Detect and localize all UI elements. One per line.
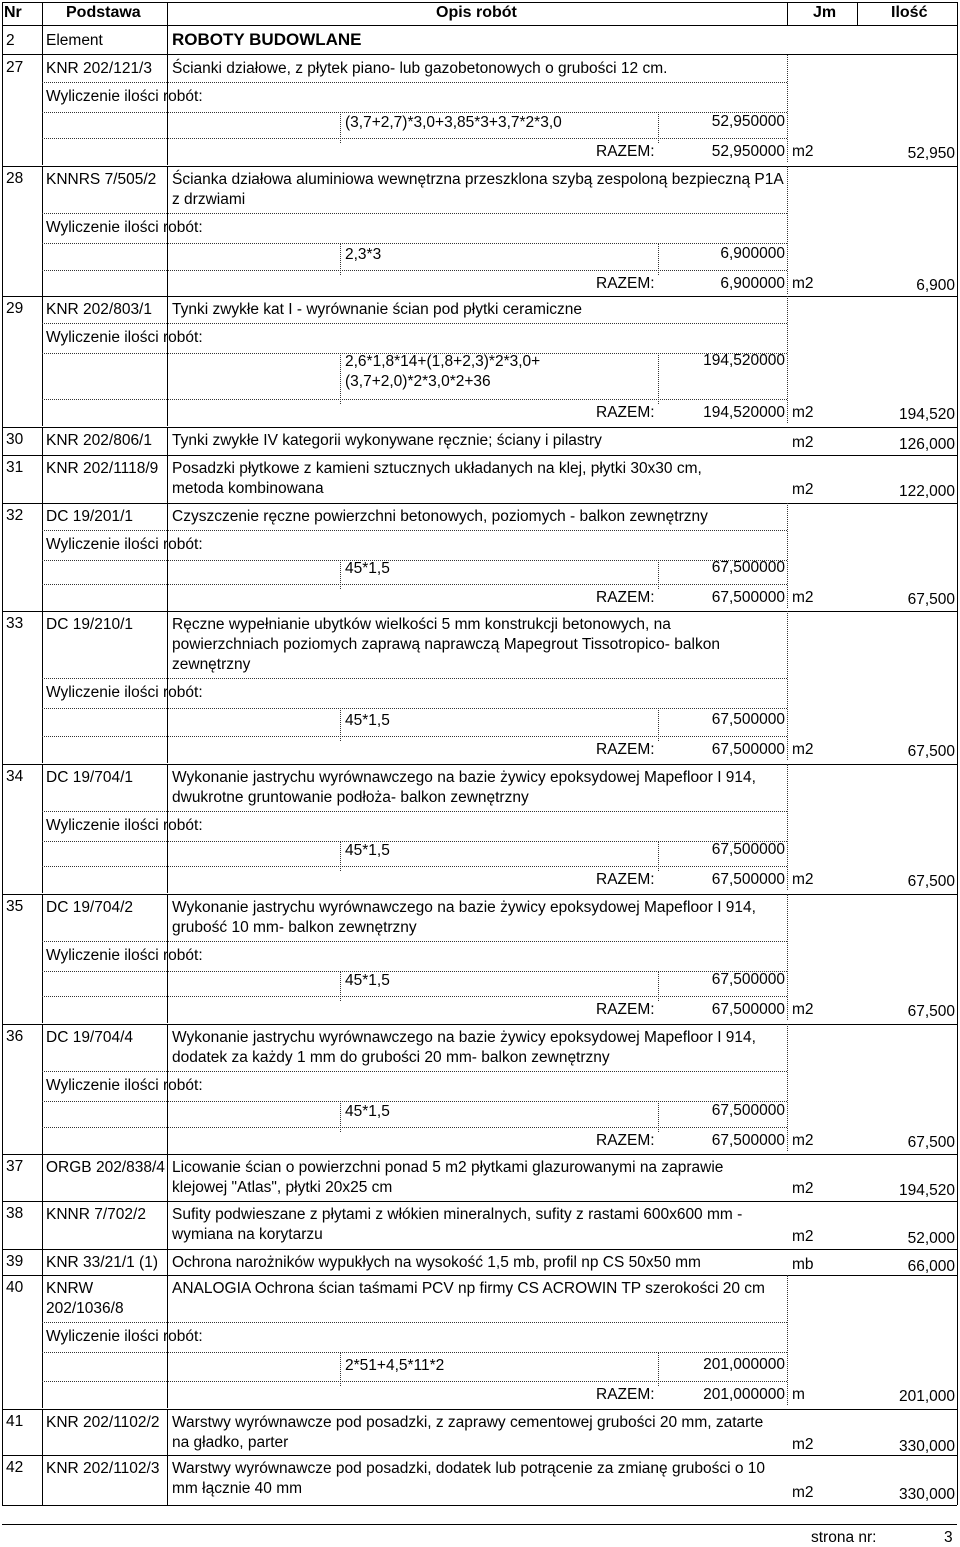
wyliczenie-label: Wyliczenie ilości robót: <box>46 817 203 834</box>
item-jm: m <box>792 1386 805 1403</box>
item-jm: m2 <box>792 589 814 606</box>
item-description: Wykonanie jastrychu wyrównawczego na bazie żywicy epoksydowej Mapefloor I 914, dodatek za każdy 1 mm do grubości 20 mm- balkon zewnętrzny <box>172 1029 756 1066</box>
row-separator <box>2 1249 957 1250</box>
column-divider <box>167 427 168 456</box>
dotted-divider <box>787 611 788 760</box>
footer-page-number: 3 <box>944 1529 953 1546</box>
formula-value: 201,000000 <box>703 1356 785 1373</box>
razem-value: 67,500000 <box>711 741 785 758</box>
item-jm: m2 <box>792 1001 814 1018</box>
wyliczenie-label: Wyliczenie ilości robót: <box>46 88 203 105</box>
item-jm: m2 <box>792 275 814 292</box>
row-separator <box>2 54 957 55</box>
razem-value: 6,900000 <box>720 275 785 292</box>
razem-label: RAZEM: <box>596 275 655 292</box>
item-nr: 35 <box>6 898 24 915</box>
formula-value: 67,500000 <box>711 1102 785 1119</box>
footer-page-label: strona nr: <box>811 1529 877 1546</box>
dotted-separator <box>42 708 787 709</box>
header-ilosc: Ilość <box>891 4 928 21</box>
item-ilosc: 330,000 <box>898 1486 955 1503</box>
row-separator <box>2 611 957 612</box>
item-podstawa: DC 19/201/1 <box>46 508 134 525</box>
item-nr: 30 <box>6 431 24 448</box>
item-jm: m2 <box>792 404 814 421</box>
column-divider <box>42 455 43 504</box>
row-separator <box>2 296 957 297</box>
row-separator <box>2 764 957 765</box>
column-divider <box>42 1275 43 1408</box>
table-left-border <box>2 2 3 1505</box>
header-divider <box>787 2 788 25</box>
row-separator <box>2 894 957 895</box>
row-separator <box>2 1024 957 1025</box>
item-jm: m2 <box>792 871 814 888</box>
formula-value: 194,520000 <box>703 352 785 369</box>
item-description: Ścianki działowe, z płytek piano- lub gazobetonowych o grubości 12 cm. <box>172 60 668 77</box>
item-podstawa: KNR 202/1102/3 <box>46 1460 160 1477</box>
dotted-separator <box>42 1322 787 1323</box>
dotted-separator <box>42 584 787 585</box>
item-nr: 34 <box>6 768 24 785</box>
column-divider <box>42 25 43 54</box>
razem-value: 67,500000 <box>711 1132 785 1149</box>
column-divider <box>42 55 43 165</box>
item-nr: 32 <box>6 507 24 524</box>
item-podstawa: KNR 202/803/1 <box>46 301 152 318</box>
item-jm: mb <box>792 1256 814 1273</box>
formula: 45*1,5 <box>345 712 390 729</box>
wyliczenie-label: Wyliczenie ilości robót: <box>46 1077 203 1094</box>
formula-value: 52,950000 <box>711 113 785 130</box>
dotted-separator <box>42 941 787 942</box>
dotted-separator <box>42 996 787 997</box>
item-jm: m2 <box>792 1228 814 1245</box>
header-opis: Opis robót <box>436 4 517 21</box>
item-description: Czyszczenie ręczne powierzchni betonowych, poziomych - balkon zewnętrzny <box>172 508 708 525</box>
dotted-divider <box>658 353 659 404</box>
razem-label: RAZEM: <box>596 404 655 421</box>
item-ilosc: 201,000 <box>898 1388 955 1405</box>
dotted-separator <box>42 323 787 324</box>
item-podstawa: KNNR 7/702/2 <box>46 1206 146 1223</box>
razem-label: RAZEM: <box>596 1132 655 1149</box>
item-ilosc: 122,000 <box>898 483 955 500</box>
row-separator <box>2 503 957 504</box>
item-ilosc: 126,000 <box>898 436 955 453</box>
wyliczenie-label: Wyliczenie ilości robót: <box>46 219 203 236</box>
item-nr: 33 <box>6 615 24 632</box>
dotted-separator <box>42 270 787 271</box>
item-description: Ochrona narożników wypukłych na wysokość 1,5 mb, profil np CS 50x50 mm <box>172 1254 701 1271</box>
column-divider <box>42 764 43 893</box>
section-title: ROBOTY BUDOWLANE <box>172 30 362 49</box>
item-description: Sufity podwieszane z płytami z włókien mineralnych, sufity z rastami 600x600 mm - wymiana na korytarzu <box>172 1206 743 1243</box>
razem-value: 67,500000 <box>711 1001 785 1018</box>
item-nr: 27 <box>6 59 24 76</box>
item-description: Ścianka działowa aluminiowa wewnętrzna przeszklona szybą zespoloną bezpieczną P1A z drzwiami <box>172 171 783 208</box>
item-description: Tynki zwykłe IV kategorii wykonywane ręcznie; ściany i pilastry <box>172 432 602 449</box>
item-ilosc: 330,000 <box>898 1438 955 1455</box>
column-divider <box>167 25 168 54</box>
item-podstawa: KNR 202/1102/2 <box>46 1414 160 1431</box>
item-description: Warstwy wyrównawcze pod posadzki, z zaprawy cementowej grubości 20 mm, zatarte na gładko, parter <box>172 1414 764 1451</box>
table-top-border <box>2 2 957 3</box>
header-nr: Nr <box>4 4 22 21</box>
row-separator <box>2 1201 957 1202</box>
column-divider <box>167 55 168 165</box>
item-jm: m2 <box>792 1484 814 1501</box>
dotted-separator <box>42 1071 787 1072</box>
item-ilosc: 6,900 <box>916 277 955 294</box>
razem-label: RAZEM: <box>596 1386 655 1403</box>
dotted-divider <box>787 764 788 890</box>
table-bottom-border <box>2 1505 957 1506</box>
item-podstawa: KNRW 202/1036/8 <box>46 1280 124 1317</box>
footer-rule <box>2 1524 957 1525</box>
item-podstawa: DC 19/704/1 <box>46 769 134 786</box>
dotted-separator <box>42 138 787 139</box>
column-divider <box>42 894 43 1023</box>
formula: 45*1,5 <box>345 560 390 577</box>
formula: 2*51+4,5*11*2 <box>345 1357 445 1374</box>
row-separator <box>2 455 957 456</box>
item-ilosc: 67,500 <box>907 873 955 890</box>
item-podstawa: ORGB 202/838/4 <box>46 1159 165 1176</box>
item-jm: m2 <box>792 1436 814 1453</box>
item-ilosc: 52,950 <box>907 145 955 162</box>
item-jm: m2 <box>792 481 814 498</box>
item-description: Licowanie ścian o powierzchni ponad 5 m2 płytkami glazurowanymi na zaprawie klejowej "Atlas", płytki 20x25 cm <box>172 1159 724 1196</box>
razem-value: 67,500000 <box>711 589 785 606</box>
formula-value: 67,500000 <box>711 559 785 576</box>
item-ilosc: 67,500 <box>907 743 955 760</box>
item-podstawa: KNNRS 7/505/2 <box>46 171 157 188</box>
dotted-divider <box>787 894 788 1020</box>
column-divider <box>42 611 43 763</box>
dotted-divider <box>787 503 788 608</box>
column-divider <box>42 1409 43 1456</box>
item-podstawa: KNR 33/21/1 (1) <box>46 1254 158 1271</box>
wyliczenie-label: Wyliczenie ilości robót: <box>46 536 203 553</box>
dotted-separator <box>42 866 787 867</box>
dotted-divider <box>787 296 788 423</box>
item-ilosc: 67,500 <box>907 591 955 608</box>
item-podstawa: KNR 202/806/1 <box>46 432 152 449</box>
razem-label: RAZEM: <box>596 871 655 888</box>
item-description: Ręczne wypełnianie ubytków wielkości 5 mm konstrukcji betonowych, na powierzchniach poziomych zaprawą naprawczą Mapegrout Tissotropico- balkon zewnętrzny <box>172 616 720 673</box>
formula: 2,6*1,8*14+(1,8+2,3)*2*3,0+(3,7+2,0)*2*3,0*2+36 <box>345 353 541 390</box>
formula-value: 67,500000 <box>711 711 785 728</box>
razem-value: 67,500000 <box>711 871 785 888</box>
column-divider <box>42 1024 43 1154</box>
item-nr: 39 <box>6 1253 24 1270</box>
item-jm: m2 <box>792 741 814 758</box>
razem-label: RAZEM: <box>596 1001 655 1018</box>
item-ilosc: 66,000 <box>907 1258 955 1275</box>
header-bottom-border <box>2 25 957 26</box>
razem-value: 194,520000 <box>703 404 785 421</box>
formula-value: 6,900000 <box>720 245 785 262</box>
dotted-separator <box>42 678 787 679</box>
wyliczenie-label: Wyliczenie ilości robót: <box>46 684 203 701</box>
column-divider <box>42 166 43 297</box>
column-divider <box>42 1201 43 1250</box>
column-divider <box>167 1249 168 1276</box>
razem-label: RAZEM: <box>596 143 655 160</box>
dotted-divider <box>787 166 788 294</box>
item-nr: 29 <box>6 300 24 317</box>
item-description: Wykonanie jastrychu wyrównawczego na bazie żywicy epoksydowej Mapefloor I 914, dwukrotne gruntowanie podłoża- balkon zewnętrzny <box>172 769 756 806</box>
dotted-separator <box>42 213 787 214</box>
wyliczenie-label: Wyliczenie ilości robót: <box>46 329 203 346</box>
item-description: Posadzki płytkowe z kamieni sztucznych układanych na klej, płytki 30x30 cm, metoda kombinowana <box>172 460 702 497</box>
column-divider <box>42 1154 43 1202</box>
row-separator <box>2 1455 957 1456</box>
dotted-divider <box>787 1024 788 1151</box>
column-divider <box>167 1154 168 1202</box>
section-nr: 2 <box>6 32 15 49</box>
item-nr: 28 <box>6 170 24 187</box>
formula-value: 67,500000 <box>711 971 785 988</box>
column-divider <box>42 503 43 611</box>
dotted-separator <box>42 1352 787 1353</box>
item-nr: 31 <box>6 459 24 476</box>
row-separator <box>2 1154 957 1155</box>
item-podstawa: DC 19/704/4 <box>46 1029 134 1046</box>
row-separator <box>2 1409 957 1410</box>
dotted-separator <box>42 243 787 244</box>
column-divider <box>42 296 43 426</box>
row-separator <box>2 166 957 167</box>
formula: 45*1,5 <box>345 1103 390 1120</box>
formula-value: 67,500000 <box>711 841 785 858</box>
dotted-divider <box>787 55 788 162</box>
header-divider <box>857 2 858 25</box>
header-podstawa: Podstawa <box>66 4 141 21</box>
item-ilosc: 194,520 <box>898 406 955 423</box>
item-podstawa: DC 19/210/1 <box>46 616 134 633</box>
item-podstawa: KNR 202/121/3 <box>46 60 152 77</box>
formula: 45*1,5 <box>345 972 390 989</box>
item-jm: m2 <box>792 1180 814 1197</box>
section-podstawa: Element <box>46 32 103 49</box>
column-divider <box>42 1455 43 1505</box>
dotted-separator <box>42 1127 787 1128</box>
item-podstawa: DC 19/704/2 <box>46 899 134 916</box>
formula: 45*1,5 <box>345 842 390 859</box>
item-nr: 40 <box>6 1279 24 1296</box>
column-divider <box>42 1249 43 1276</box>
item-description: Wykonanie jastrychu wyrównawczego na bazie żywicy epoksydowej Mapefloor I 914, grubość 10 mm- balkon zewnętrzny <box>172 899 756 936</box>
item-nr: 37 <box>6 1158 24 1175</box>
column-divider <box>167 1409 168 1456</box>
dotted-separator <box>42 736 787 737</box>
razem-label: RAZEM: <box>596 589 655 606</box>
column-divider <box>167 503 168 611</box>
column-divider <box>167 296 168 426</box>
formula: 2,3*3 <box>345 246 382 263</box>
item-jm: m2 <box>792 143 814 160</box>
dotted-divider <box>787 1275 788 1405</box>
column-divider <box>167 1455 168 1505</box>
item-description: Warstwy wyrównawcze pod posadzki, dodatek lub potrącenie za zmianę grubości o 10 mm łącznie 40 mm <box>172 1460 766 1497</box>
header-jm: Jm <box>813 4 837 21</box>
item-ilosc: 194,520 <box>898 1182 955 1199</box>
item-ilosc: 52,000 <box>907 1230 955 1247</box>
wyliczenie-label: Wyliczenie ilości robót: <box>46 1328 203 1345</box>
item-jm: m2 <box>792 434 814 451</box>
razem-value: 52,950000 <box>711 143 785 160</box>
column-divider <box>167 1201 168 1250</box>
dotted-separator <box>42 1381 787 1382</box>
dotted-separator <box>42 399 787 400</box>
table-right-border <box>957 2 958 1505</box>
item-description: Tynki zwykłe kat I - wyrównanie ścian pod płytki ceramiczne <box>172 301 583 318</box>
item-podstawa: KNR 202/1118/9 <box>46 460 159 477</box>
dotted-separator <box>42 82 787 83</box>
item-ilosc: 67,500 <box>907 1003 955 1020</box>
formula: (3,7+2,7)*3,0+3,85*3+3,7*2*3,0 <box>345 114 562 131</box>
item-nr: 42 <box>6 1459 24 1476</box>
item-nr: 36 <box>6 1028 24 1045</box>
item-ilosc: 67,500 <box>907 1134 955 1151</box>
wyliczenie-label: Wyliczenie ilości robót: <box>46 947 203 964</box>
column-divider <box>167 455 168 504</box>
dotted-separator <box>42 530 787 531</box>
column-divider <box>42 427 43 456</box>
dotted-separator <box>42 811 787 812</box>
header-divider <box>42 2 43 25</box>
item-nr: 41 <box>6 1413 24 1430</box>
item-nr: 38 <box>6 1205 24 1222</box>
item-description: ANALOGIA Ochrona ścian taśmami PCV np firmy CS ACROWIN TP szerokości 20 cm <box>172 1280 765 1297</box>
razem-value: 201,000000 <box>703 1386 785 1403</box>
row-separator <box>2 1275 957 1276</box>
row-separator <box>2 427 957 428</box>
item-jm: m2 <box>792 1132 814 1149</box>
header-divider <box>167 2 168 25</box>
razem-label: RAZEM: <box>596 741 655 758</box>
dotted-divider <box>340 353 341 404</box>
